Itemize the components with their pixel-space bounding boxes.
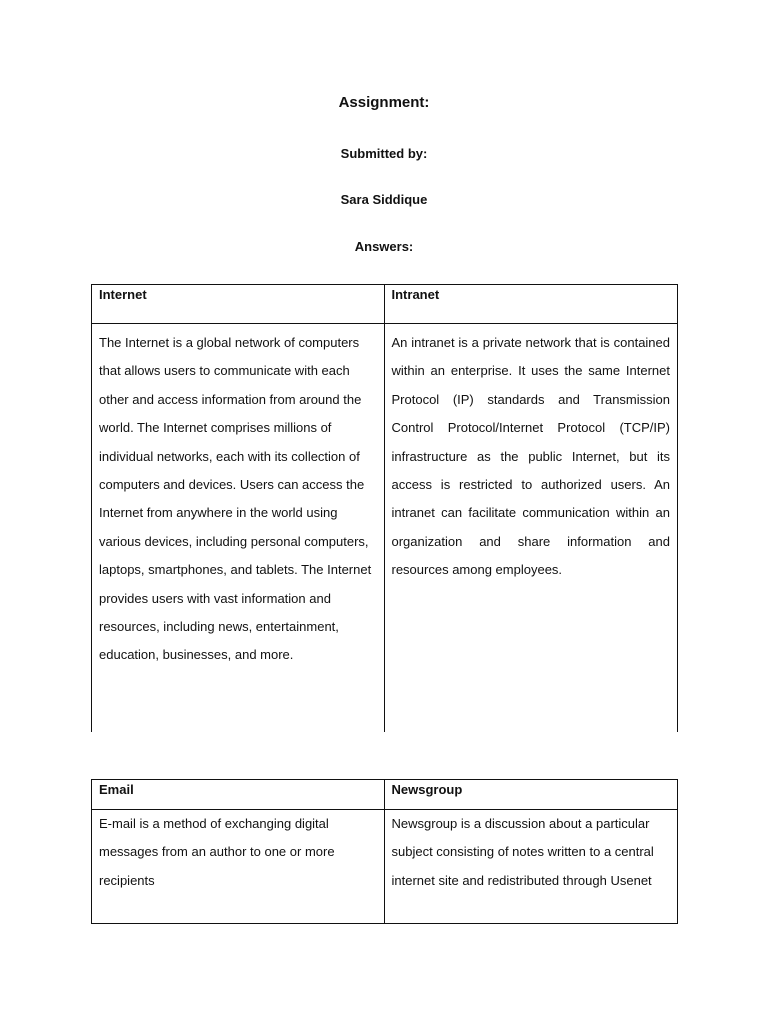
table-row <box>92 810 677 923</box>
email-newsgroup-table <box>91 779 678 924</box>
newsgroup-description: Newsgroup is a discussion about a particular subject consisting of notes written to a central internet site and redistributed through Usenet <box>391 816 654 888</box>
header-internet: Internet <box>92 285 385 323</box>
document-title: Assignment: <box>338 94 430 111</box>
answers-label: Answers: <box>354 239 414 254</box>
table-header-row <box>92 780 677 810</box>
header-intranet: Intranet <box>391 287 440 302</box>
internet-description: The Internet is a global network of computers that allows users to communicate with each other and access information from around the world. The Internet comprises millions of individual networks, each with its collection of computers and devices. Users can access the Internet from anywhere in the world using various devices, including personal computers, laptops, smartphones, and tablets. The Internet provides users with vast information and resources, including news, entertainment, education, businesses, and more. <box>92 324 385 732</box>
submitted-by-label: Submitted by: <box>340 146 428 161</box>
header-email: Email <box>92 780 385 809</box>
author-name: Sara Siddique <box>340 192 428 207</box>
table-header-row <box>92 285 677 324</box>
intranet-description: An intranet is a private network that is contained within an enterprise. It uses the same Internet Protocol (IP) standards and Transmission Control Protocol/Internet Protocol (TCP/IP) infrastructure as the public Internet, but its access is restricted to authorized users. An intranet can facilitate communication within an organization and share information and resources among employees. <box>391 335 670 578</box>
header-newsgroup: Newsgroup <box>391 782 463 797</box>
email-description: E-mail is a method of exchanging digital messages from an author to one or more recipients <box>92 810 385 923</box>
internet-intranet-table <box>91 284 678 732</box>
table-row <box>92 324 677 732</box>
